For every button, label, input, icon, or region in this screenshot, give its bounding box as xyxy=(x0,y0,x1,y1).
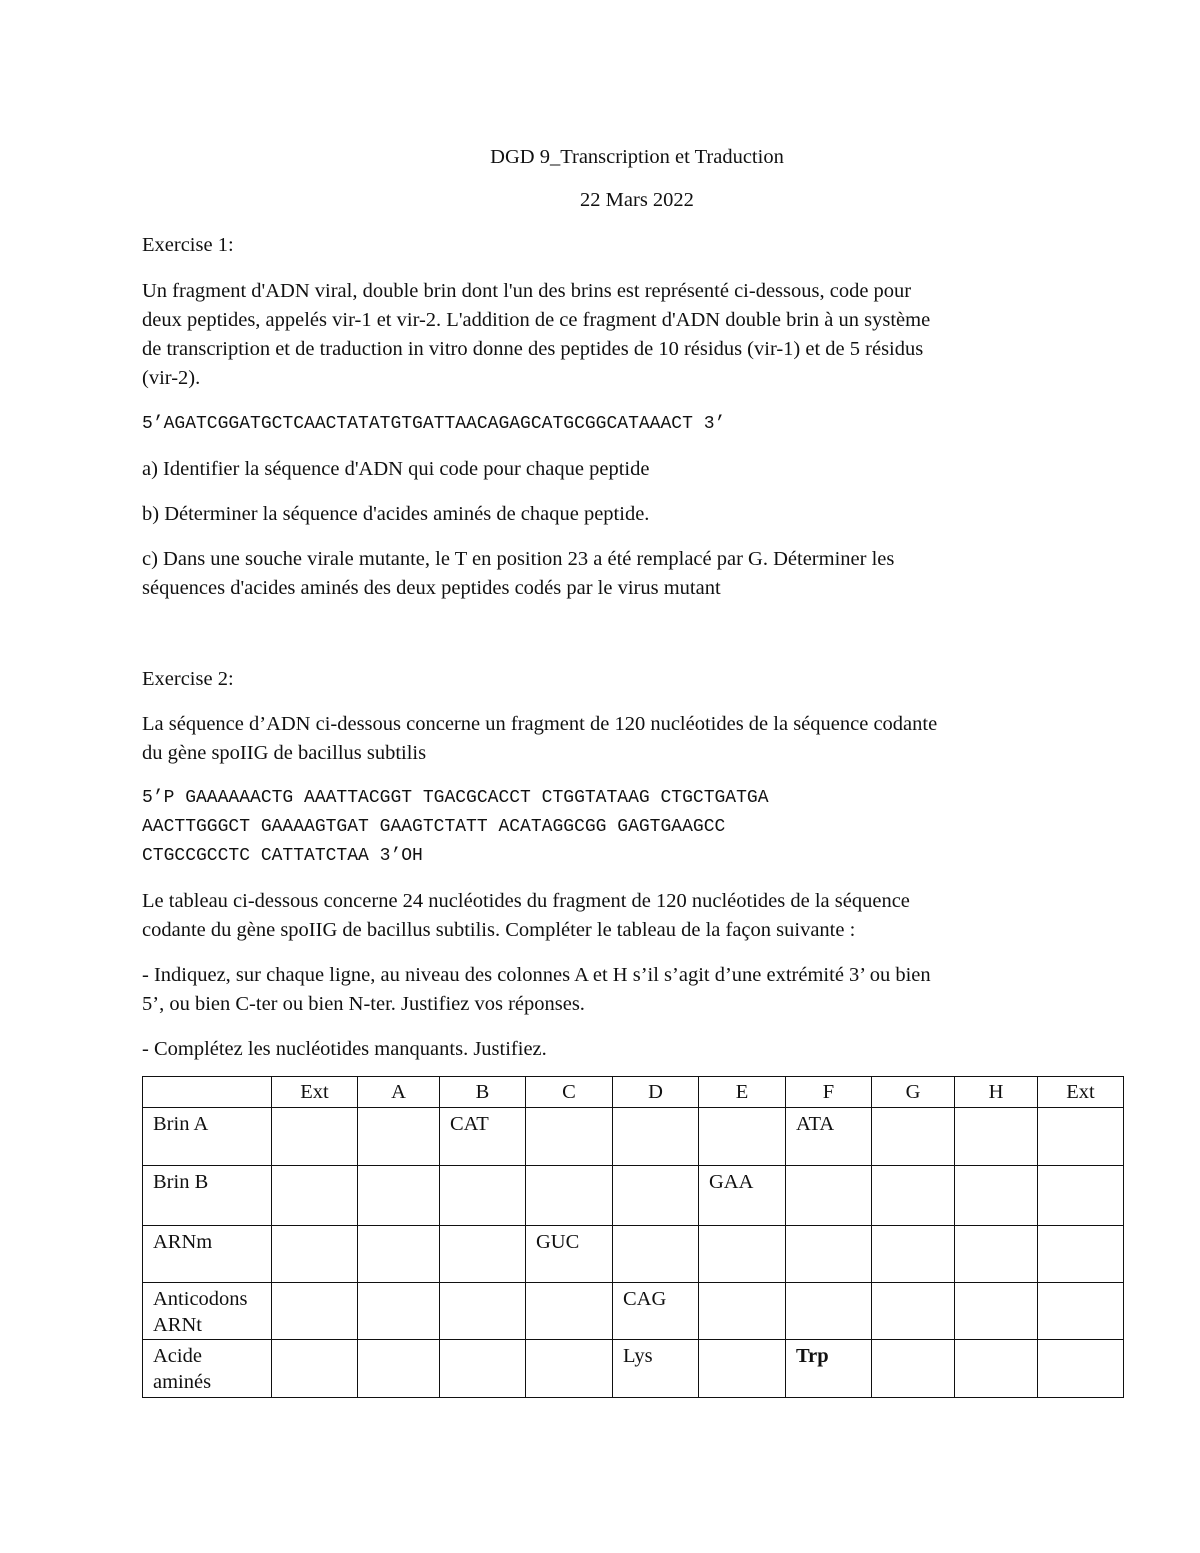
table-cell xyxy=(872,1340,955,1398)
row-label-line: Acide xyxy=(153,1345,202,1367)
table-cell xyxy=(872,1166,955,1226)
table-cell xyxy=(440,1226,526,1283)
header-cell: H xyxy=(955,1077,1038,1108)
header-cell: D xyxy=(613,1077,699,1108)
table-row xyxy=(143,1340,1124,1398)
row-label-line: Brin A xyxy=(153,1113,209,1135)
table-cell xyxy=(526,1340,613,1398)
header-cell xyxy=(143,1077,272,1108)
table-cell: GAA xyxy=(699,1166,786,1226)
table-cell xyxy=(699,1283,786,1340)
table-row xyxy=(143,1226,1124,1283)
header-cell: Ext xyxy=(1038,1077,1124,1108)
table-cell xyxy=(699,1108,786,1166)
header-cell: B xyxy=(440,1077,526,1108)
document-page xyxy=(142,143,1132,1064)
table-cell xyxy=(699,1340,786,1398)
table-cell xyxy=(955,1226,1038,1283)
header-cell: E xyxy=(699,1077,786,1108)
row-label-line: ARNm xyxy=(153,1231,213,1253)
exercise-1-paragraph xyxy=(142,277,1132,393)
table-cell xyxy=(872,1226,955,1283)
table-cell xyxy=(955,1108,1038,1166)
row-label xyxy=(143,1166,272,1226)
table-cell xyxy=(440,1340,526,1398)
question-c-line: c) Dans une souche virale mutante, le T en position 23 a été remplacé par G. Déterminer les xyxy=(142,548,895,570)
table-cell xyxy=(613,1166,699,1226)
table-cell xyxy=(272,1226,358,1283)
document-title: DGD 9_Transcription et Traduction xyxy=(490,146,784,168)
table-cell xyxy=(1038,1283,1124,1340)
table-cell: Lys xyxy=(613,1340,699,1398)
paragraph-line: de transcription et de traduction in vitro donne des peptides de 10 résidus (vir-1) et de 5 résidus xyxy=(142,338,924,360)
codon-table xyxy=(142,1076,1124,1398)
row-label xyxy=(143,1108,272,1166)
row-label-line: aminés xyxy=(153,1371,212,1393)
table-cell xyxy=(440,1283,526,1340)
table-cell xyxy=(440,1166,526,1226)
table-cell xyxy=(272,1166,358,1226)
table-cell xyxy=(786,1226,872,1283)
header-cell: G xyxy=(872,1077,955,1108)
table-cell xyxy=(358,1226,440,1283)
header-cell: A xyxy=(358,1077,440,1108)
row-label xyxy=(143,1226,272,1283)
table-cell xyxy=(1038,1108,1124,1166)
sequence-line: AACTTGGGCT GAAAAGTGAT GAAGTCTATT ACATAGGCGG GAGTGAAGCC xyxy=(142,817,726,837)
intro-line: codante du gène spoIIG de bacillus subtilis. Compléter le tableau de la façon suivante : xyxy=(142,919,856,941)
table-row xyxy=(143,1283,1124,1340)
table-cell xyxy=(613,1108,699,1166)
question-b: b) Déterminer la séquence d'acides aminés de chaque peptide. xyxy=(142,503,650,525)
table-cell xyxy=(526,1166,613,1226)
paragraph-line: Un fragment d'ADN viral, double brin dont l'un des brins est représenté ci-dessous, code pour xyxy=(142,280,912,302)
question-a: a) Identifier la séquence d'ADN qui code pour chaque peptide xyxy=(142,458,650,480)
table-cell xyxy=(272,1283,358,1340)
table-cell xyxy=(272,1108,358,1166)
table-cell xyxy=(872,1108,955,1166)
row-label xyxy=(143,1340,272,1398)
question-c xyxy=(142,545,1132,603)
table-cell xyxy=(955,1166,1038,1226)
paragraph-line: deux peptides, appelés vir-1 et vir-2. L'addition de ce fragment d'ADN double brin à un système xyxy=(142,309,931,331)
sequence-line: 5’P GAAAAAACTG AAATTACGGT TGACGCACCT CTGGTATAAG CTGCTGATGA xyxy=(142,788,769,808)
dna-sequence-2 xyxy=(142,784,1132,871)
table-cell xyxy=(358,1108,440,1166)
table-row xyxy=(143,1108,1124,1166)
table-cell xyxy=(955,1340,1038,1398)
question-c-line: séquences d'acides aminés des deux peptides codés par le virus mutant xyxy=(142,577,721,599)
table-cell: CAG xyxy=(613,1283,699,1340)
intro-line: Le tableau ci-dessous concerne 24 nucléotides du fragment de 120 nucléotides de la séquence xyxy=(142,890,910,912)
table-cell xyxy=(526,1283,613,1340)
row-label xyxy=(143,1283,272,1340)
row-label-line: Anticodons xyxy=(153,1288,248,1310)
table-header-row xyxy=(143,1077,1124,1108)
paragraph-line: du gène spoIIG de bacillus subtilis xyxy=(142,742,427,764)
instruction-bullet-1 xyxy=(142,961,1132,1019)
table-cell xyxy=(272,1340,358,1398)
table-cell: Trp xyxy=(786,1340,872,1398)
exercise-1-heading: Exercise 1: xyxy=(142,234,234,256)
table-intro xyxy=(142,887,1132,945)
table-cell: GUC xyxy=(526,1226,613,1283)
header-cell: Ext xyxy=(272,1077,358,1108)
bullet-line: - Indiquez, sur chaque ligne, au niveau des colonnes A et H s’il s’agit d’une extrémité 3’ ou bien xyxy=(142,964,931,986)
table-cell xyxy=(955,1283,1038,1340)
table-cell: ATA xyxy=(786,1108,872,1166)
instruction-bullet-2: - Complétez les nucléotides manquants. Justifiez. xyxy=(142,1038,547,1060)
row-label-line: ARNt xyxy=(153,1314,202,1336)
table-cell xyxy=(786,1166,872,1226)
paragraph-line: (vir-2). xyxy=(142,367,201,389)
table-cell xyxy=(526,1108,613,1166)
document-date: 22 Mars 2022 xyxy=(580,189,694,211)
table-cell xyxy=(872,1283,955,1340)
table-cell xyxy=(358,1340,440,1398)
table-cell xyxy=(786,1283,872,1340)
table-cell xyxy=(613,1226,699,1283)
header-cell: F xyxy=(786,1077,872,1108)
table-row xyxy=(143,1166,1124,1226)
table-cell: CAT xyxy=(440,1108,526,1166)
header-cell: C xyxy=(526,1077,613,1108)
sequence-line: CTGCCGCCTC CATTATCTAA 3’OH xyxy=(142,846,423,866)
table-cell xyxy=(1038,1166,1124,1226)
table-cell xyxy=(358,1283,440,1340)
paragraph-line: La séquence d’ADN ci-dessous concerne un fragment de 120 nucléotides de la séquence codante xyxy=(142,713,938,735)
bullet-line: 5’, ou bien C-ter ou bien N-ter. Justifiez vos réponses. xyxy=(142,993,585,1015)
exercise-2-paragraph xyxy=(142,710,1132,768)
table-cell xyxy=(358,1166,440,1226)
row-label-line: Brin B xyxy=(153,1171,209,1193)
table-cell xyxy=(1038,1340,1124,1398)
dna-sequence-1: 5’AGATCGGATGCTCAACTATATGTGATTAACAGAGCATGCGGCATAAACT 3’ xyxy=(142,414,726,434)
table-cell xyxy=(1038,1226,1124,1283)
exercise-2-heading: Exercise 2: xyxy=(142,668,234,690)
table-cell xyxy=(699,1226,786,1283)
